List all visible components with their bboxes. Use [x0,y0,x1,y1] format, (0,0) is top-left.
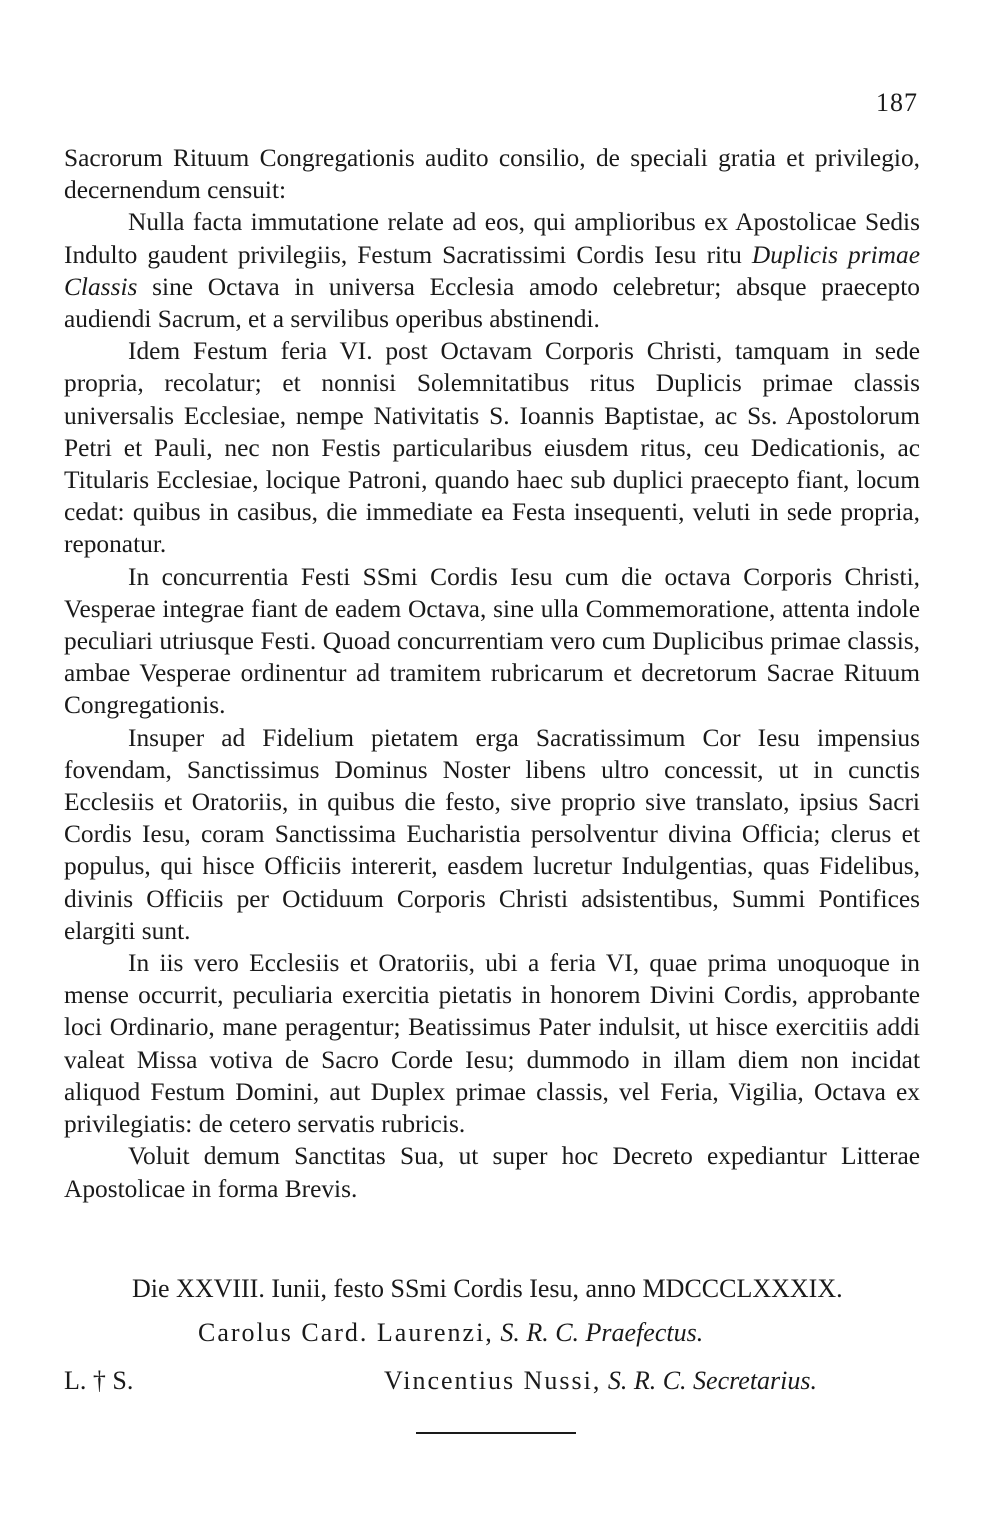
signer-role: S. R. C. Secretarius. [607,1366,818,1395]
text-run: Insuper ad Fidelium pietatem erga Sacratissimum Cor Iesu impensius fovendam, Sanctissimus Dominus Noster libens ultro concessit, ut in cunctis Ecclesiis et Oratoriis, in quibus die festo, sive proprio sive translato, ipsius Sacri Cordis Iesu, coram Sanctissima Eucharistia persolventur divina Officia; clerus et populus, qui hisce Officiis intererit, easdem lucretur Indulgentias, quas Fidelibus, divinis Officiis per Octiduum Corporis Christi adsistentibus, Summi Pontifices elargiti sunt. [64,723,920,945]
paragraph-in-iis-vero [64,947,920,1140]
decree-body [64,142,920,1205]
paragraph-intro [64,142,920,206]
text-run: sine Octava in universa Ecclesia amodo celebretur; absque praecepto audiendi Sacrum, et a servilibus operibus abstinendi. [64,272,920,334]
text-run: In iis vero Ecclesiis et Oratoriis, ubi a feria VI, quae prima unoquoque in mense occurrit, peculiaria exercitia pietatis in honorem Divini Cordis, approbante loci Ordinario, mane peragentur; Beatissimus Pater indulsit, ut hisce exercitiis addi valeat Missa votiva de Sacro Corde Iesu; dummodo in illam diem non incidat aliquod Festum Domini, aut Duplex primae classis, vel Feria, Vigilia, Octava ex privilegiatis: de cetero servatis rubricis. [64,949,920,1139]
closing-rule [416,1432,576,1434]
paragraph-idem-festum [64,335,920,560]
text-run: Sacrorum Rituum Congregationis audito consilio, de speciali gratia et privilegio, decernendum censuit: [64,144,920,205]
paragraph-voluit-demum [64,1140,920,1204]
italic-run: Duplicis primae Classis [64,240,920,301]
text-run: In concurrentia Festi SSmi Cordis Iesu cum die octava Corporis Christi, Vesperae integrae fiant de eadem Octava, sine ulla Commemoratione, attenta indole peculiari utriusque Festi. Quoad concurrentiam vero cum Duplicibus primae classis, ambae Vesperae ordinentur ad tramitem rubricarum et decretorum Sacrae Rituum Congregationis. [64,562,920,720]
signature-prefect [198,1318,703,1348]
text-run: Idem Festum feria VI. post Octavam Corporis Christi, tamquam in sede propria, recolatur; et nonnisi Solemnitatibus ritus Duplicis primae classis universalis Ecclesiae, nempe Nativitatis S. Ioannis Baptistae, ac Ss. Apostolorum Petri et Pauli, nec non Festis particularibus eiusdem ritus, ceu Dedicationis, ac Titularis Ecclesiae, locique Patroni, quando haec sub duplici praecepto fiant, locum cedat: quibus in casibus, die immediate ea Festa insequenti, veluti in sede propria, reponatur. [64,337,920,559]
signature-secretary [384,1366,817,1396]
seal-mark: L. † S. [64,1366,134,1395]
paragraph-insuper [64,722,920,947]
signer-name: Vincentius Nussi, [384,1366,602,1395]
signer-role: S. R. C. Praefectus. [500,1318,704,1347]
paragraph-nulla-facta [64,206,920,335]
date-line: Die XXVIII. Iunii, festo SSmi Cordis Iesu, anno MDCCCLXXXIX. [132,1274,843,1303]
text-run: Nulla facta immutatione relate ad eos, qui amplioribus ex Apostolicae Sedis Indulto gaudent privilegiis, Festum Sacratissimi Cordis Iesu ritu [64,208,920,269]
paragraph-in-concurrentia [64,561,920,722]
page-number: 187 [876,88,918,117]
text-run: Voluit demum Sanctitas Sua, ut super hoc Decreto expediantur Litterae Apostolicae in forma Brevis. [64,1142,920,1203]
signer-name: Carolus Card. Laurenzi, [198,1318,494,1347]
